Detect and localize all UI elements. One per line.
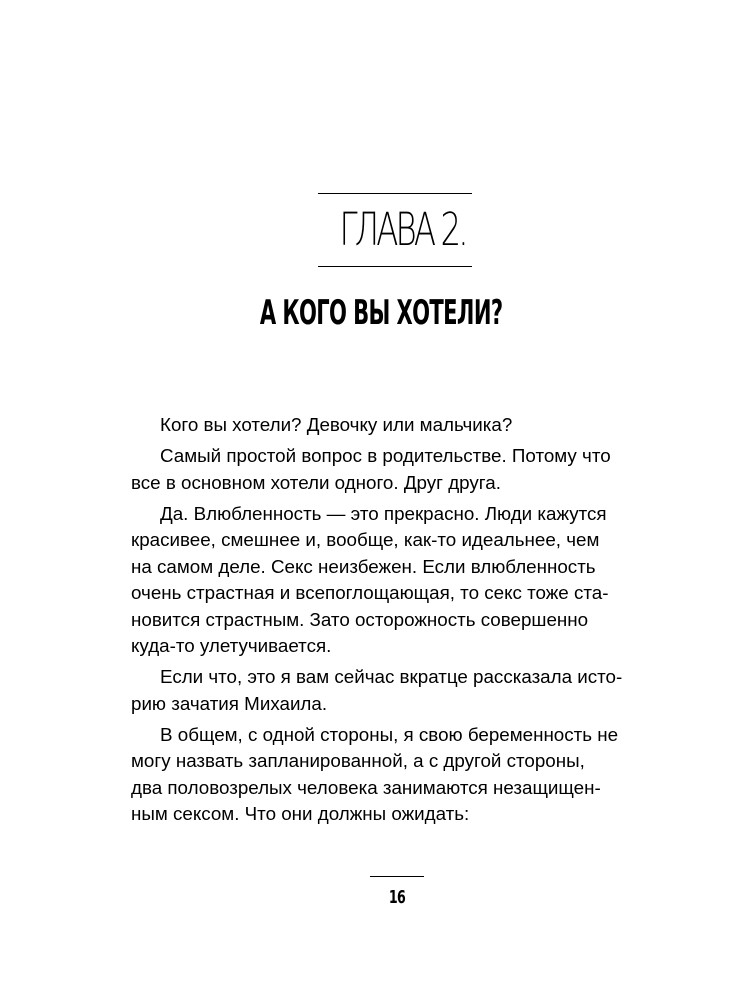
- chapter-title: А КОГО ВЫ ХОТЕЛИ?: [259, 293, 503, 333]
- text-line: очень страстная и всепоглощающая, то секс тоже ста-: [131, 582, 609, 603]
- text-line: Самый простой вопрос в родительстве. Потому что: [160, 445, 611, 466]
- paragraph: [131, 722, 651, 828]
- text-line: все в основном хотели одного. Друг друга.: [131, 471, 501, 493]
- text-line: Да. Влюбленность — это прекрасно. Люди кажутся: [160, 502, 607, 524]
- text-line: рию зачатия Михаила.: [131, 692, 328, 714]
- text-line: красивее, смешнее и, вообще, как-то идеальнее, чем: [131, 529, 600, 550]
- text-line: Кого вы хотели? Девочку или мальчика?: [160, 414, 513, 435]
- text-line: могу назвать запланированной, а с другой стороны,: [131, 750, 585, 771]
- text-line: куда-то улетучивается.: [131, 635, 332, 656]
- paragraph: [131, 501, 651, 660]
- page-number: 16: [388, 887, 406, 908]
- chapter-header: [318, 193, 472, 267]
- paragraph: [131, 412, 651, 439]
- chapter-bottom-rule: [318, 266, 472, 267]
- text-line: на самом деле. Секс неизбежен. Если влюбленность: [131, 555, 596, 577]
- paragraph: [131, 664, 651, 717]
- chapter-label: ГЛАВА 2.: [339, 203, 466, 256]
- text-line: два половозрелых человека занимаются незащищен-: [131, 776, 601, 798]
- footer-rule: [370, 876, 424, 877]
- text-line: В общем, с одной стороны, я свою беременность не: [160, 723, 619, 745]
- text-line: новится страстным. Зато осторожность совершенно: [131, 608, 589, 630]
- text-line: Если что, это я вам сейчас вкратце рассказала исто-: [160, 666, 623, 687]
- body-text: [131, 412, 651, 832]
- text-line: ным сексом. Что они должны ожидать:: [131, 803, 470, 824]
- paragraph: [131, 443, 651, 496]
